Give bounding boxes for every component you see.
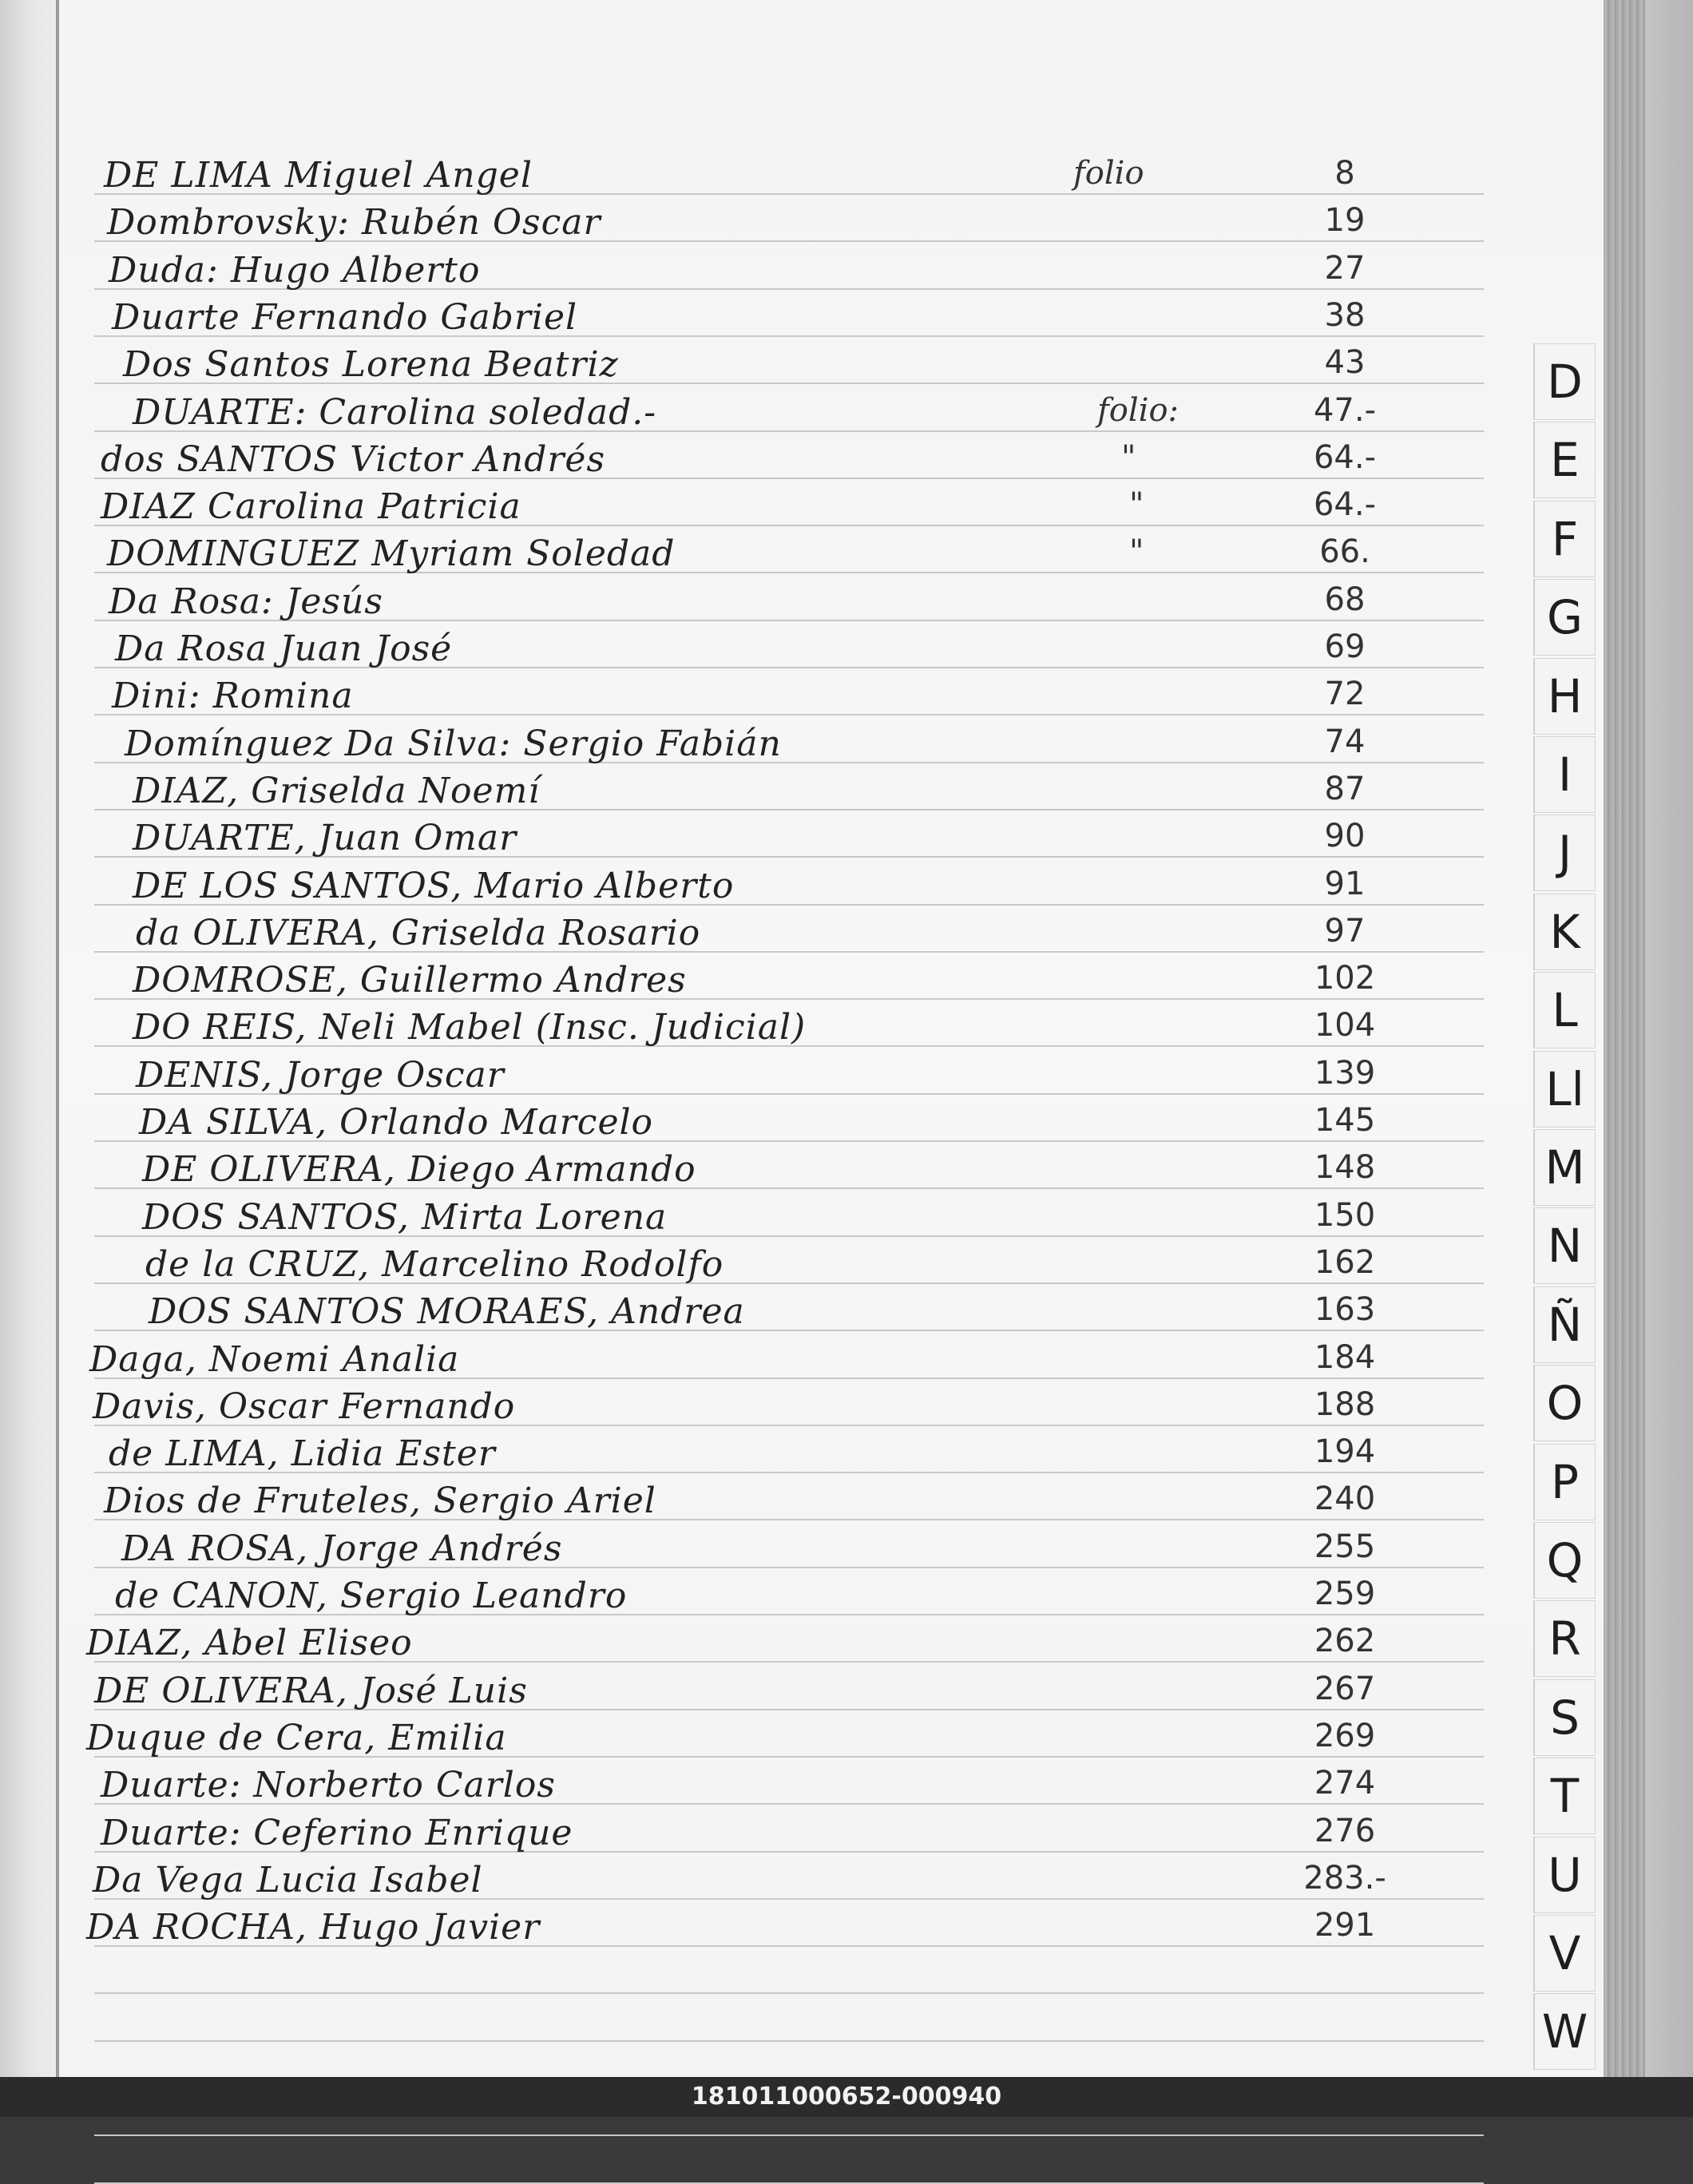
folio-number: 148 — [1314, 1149, 1376, 1186]
index-entry — [59, 1619, 1604, 1666]
index-entry — [59, 1099, 1604, 1145]
index-entry — [59, 483, 1604, 529]
folio-number: 150 — [1314, 1197, 1376, 1234]
entry-name: Da Vega Lucia Isabel — [93, 1860, 483, 1901]
entry-name: DOS SANTOS MORAES, Andrea — [149, 1291, 745, 1332]
index-entry — [59, 1857, 1604, 1903]
index-entry — [59, 1525, 1604, 1572]
alphabet-tab[interactable]: J — [1533, 815, 1596, 891]
index-entry — [59, 767, 1604, 814]
entry-name: DOS SANTOS, Mirta Lorena — [142, 1197, 668, 1238]
index-entry — [59, 1714, 1604, 1761]
entry-name: DE LOS SANTOS, Mario Alberto — [133, 866, 735, 906]
entry-name: de CANON, Sergio Leandro — [115, 1576, 628, 1616]
alphabet-tab[interactable]: H — [1533, 658, 1596, 735]
folio-number: 102 — [1314, 960, 1376, 997]
entry-name: da OLIVERA, Griselda Rosario — [136, 913, 701, 953]
folio-number: 8 — [1334, 155, 1355, 192]
index-entry — [59, 1477, 1604, 1524]
index-entry — [59, 341, 1604, 387]
folio-number: 194 — [1314, 1433, 1376, 1470]
index-entry — [59, 720, 1604, 767]
ruled-line — [94, 1992, 1484, 1994]
folio-number: 47.- — [1313, 392, 1377, 429]
index-entry — [59, 1572, 1604, 1619]
entry-name: DIAZ Carolina Patricia — [101, 486, 521, 527]
index-entry — [59, 1809, 1604, 1856]
alphabet-tab[interactable]: R — [1533, 1600, 1596, 1677]
folio-number: 19 — [1324, 202, 1366, 239]
alphabet-tab[interactable]: W — [1533, 1993, 1596, 2070]
folio-label: " — [1129, 486, 1144, 523]
index-entry — [59, 1904, 1604, 1950]
folio-number: 69 — [1324, 628, 1366, 665]
entry-name: Duarte: Ceferino Enrique — [101, 1813, 573, 1853]
alphabet-tab[interactable]: L — [1533, 972, 1596, 1048]
folio-number: 64.- — [1313, 439, 1377, 476]
entry-name: Dios de Fruteles, Sergio Ariel — [104, 1480, 656, 1521]
index-entry — [59, 1194, 1604, 1240]
entry-name: de LIMA, Lidia Ester — [109, 1433, 496, 1474]
index-entry — [59, 910, 1604, 956]
entry-name: DENIS, Jorge Oscar — [136, 1055, 505, 1096]
index-entry — [59, 578, 1604, 624]
entry-name: DIAZ, Abel Eliseo — [86, 1623, 413, 1663]
book-spine — [1604, 0, 1645, 2077]
entry-name: DO REIS, Neli Mabel (Insc. Judicial) — [133, 1007, 807, 1048]
folio-number: 184 — [1314, 1339, 1376, 1376]
entry-name: Davis, Oscar Fernando — [93, 1386, 516, 1427]
index-entry — [59, 1430, 1604, 1476]
folio-number: 66. — [1319, 533, 1370, 570]
folio-number: 145 — [1314, 1102, 1376, 1139]
folio-number: 188 — [1314, 1386, 1376, 1423]
folio-label: folio: — [1097, 392, 1180, 429]
index-entry — [59, 1146, 1604, 1192]
entry-name: DOMROSE, Guillermo Andres — [133, 960, 687, 1001]
index-entry — [59, 1667, 1604, 1714]
folio-number: 240 — [1314, 1480, 1376, 1517]
entry-name: Duda: Hugo Alberto — [109, 250, 481, 291]
index-entry — [59, 1004, 1604, 1050]
folio-number: 90 — [1324, 818, 1366, 854]
folio-number: 104 — [1314, 1007, 1376, 1044]
folio-number: 291 — [1314, 1907, 1376, 1944]
folio-number: 91 — [1324, 866, 1366, 902]
entry-name: Domínguez Da Silva: Sergio Fabián — [125, 723, 782, 764]
entry-name: DE OLIVERA, José Luis — [94, 1671, 528, 1711]
index-entry — [59, 530, 1604, 577]
index-entry — [59, 625, 1604, 672]
folio-number: 72 — [1324, 676, 1366, 712]
alphabet-tab[interactable]: I — [1533, 736, 1596, 813]
alphabet-tab[interactable]: S — [1533, 1679, 1596, 1756]
index-entry — [59, 294, 1604, 340]
alphabet-tab[interactable]: K — [1533, 894, 1596, 970]
index-entry — [59, 1241, 1604, 1287]
folio-number: 43 — [1324, 344, 1366, 381]
entry-name: Duarte Fernando Gabriel — [112, 297, 578, 338]
entry-name: DA SILVA, Orlando Marcelo — [139, 1102, 654, 1143]
alphabet-tab[interactable]: T — [1533, 1758, 1596, 1834]
index-entry — [59, 672, 1604, 719]
folio-number: 97 — [1324, 913, 1366, 949]
entry-name: dos SANTOS Victor Andrés — [101, 439, 606, 480]
index-page — [59, 0, 1604, 2077]
alphabet-tab[interactable]: M — [1533, 1129, 1596, 1206]
alphabet-tab[interactable]: Ll — [1533, 1051, 1596, 1128]
alphabet-tab[interactable]: Ñ — [1533, 1286, 1596, 1363]
entry-name: Dos Santos Lorena Beatriz — [123, 344, 619, 385]
folio-number: 68 — [1324, 581, 1366, 618]
folio-number: 139 — [1314, 1055, 1376, 1092]
alphabet-tab[interactable]: U — [1533, 1837, 1596, 1913]
alphabet-tab[interactable]: F — [1533, 501, 1596, 577]
entry-name: DE OLIVERA, Diego Armando — [142, 1149, 696, 1190]
index-entry — [59, 957, 1604, 1003]
entry-name: Daga, Noemi Analia — [89, 1339, 460, 1380]
folio-number: 259 — [1314, 1576, 1376, 1612]
ruled-line — [94, 2134, 1484, 2136]
folio-number: 87 — [1324, 771, 1366, 807]
index-entry — [59, 1336, 1604, 1382]
alphabet-tab[interactable]: G — [1533, 579, 1596, 656]
folio-number: 255 — [1314, 1528, 1376, 1565]
entry-name: DA ROCHA, Hugo Javier — [86, 1907, 541, 1948]
index-entry — [59, 152, 1604, 198]
index-entry — [59, 862, 1604, 909]
folio-number: 269 — [1314, 1718, 1376, 1754]
index-entry — [59, 1762, 1604, 1808]
alphabet-tab[interactable]: Q — [1533, 1522, 1596, 1599]
entry-name: Da Rosa: Jesús — [109, 581, 383, 622]
index-entry — [59, 1288, 1604, 1334]
folio-label: " — [1129, 533, 1144, 570]
entry-name: Duque de Cera, Emilia — [86, 1718, 507, 1758]
entry-name: Duarte: Norberto Carlos — [101, 1765, 556, 1805]
folio-label: " — [1121, 439, 1136, 476]
entry-name: DA ROSA, Jorge Andrés — [121, 1528, 563, 1569]
folio-number: 276 — [1314, 1813, 1376, 1849]
folio-number: 162 — [1314, 1244, 1376, 1281]
folio-number: 38 — [1324, 297, 1366, 334]
folio-number: 283.- — [1303, 1860, 1386, 1897]
index-entry — [59, 1383, 1604, 1429]
alphabet-tab[interactable]: E — [1533, 422, 1596, 498]
index-entry — [59, 199, 1604, 245]
folio-number: 74 — [1324, 723, 1366, 760]
folio-number: 64.- — [1313, 486, 1377, 523]
folio-number: 27 — [1324, 250, 1366, 287]
index-entry — [59, 436, 1604, 482]
folio-label: folio — [1073, 155, 1144, 192]
alphabet-tab[interactable]: N — [1533, 1207, 1596, 1284]
folio-number: 267 — [1314, 1671, 1376, 1707]
entry-name: DUARTE: Carolina soledad.- — [133, 392, 657, 433]
index-entry — [59, 1052, 1604, 1098]
entry-name: Da Rosa Juan José — [115, 628, 453, 669]
entry-name: DE LIMA Miguel Angel — [104, 155, 533, 196]
entry-name: de la CRUZ, Marcelino Rodolfo — [145, 1244, 724, 1285]
scan-identifier: 181011000652-000940 — [691, 2083, 1002, 2111]
index-entry — [59, 389, 1604, 435]
ruled-line — [94, 2040, 1484, 2042]
folio-number: 262 — [1314, 1623, 1376, 1659]
entry-name: DUARTE, Juan Omar — [133, 818, 517, 858]
alphabet-tab[interactable]: D — [1533, 343, 1596, 420]
entry-name: DOMINGUEZ Myriam Soledad — [107, 533, 676, 574]
index-entry — [59, 815, 1604, 861]
entry-name: DIAZ, Griselda Noemí — [133, 771, 541, 811]
folio-number: 274 — [1314, 1765, 1376, 1802]
index-entry — [59, 247, 1604, 293]
entry-name: Dini: Romina — [112, 676, 354, 716]
alphabet-tab[interactable]: V — [1533, 1915, 1596, 1992]
alphabet-tab[interactable]: O — [1533, 1365, 1596, 1441]
entry-name: Dombrovsky: Rubén Oscar — [107, 202, 601, 243]
folio-number: 163 — [1314, 1291, 1376, 1328]
alphabet-tab[interactable]: P — [1533, 1444, 1596, 1520]
